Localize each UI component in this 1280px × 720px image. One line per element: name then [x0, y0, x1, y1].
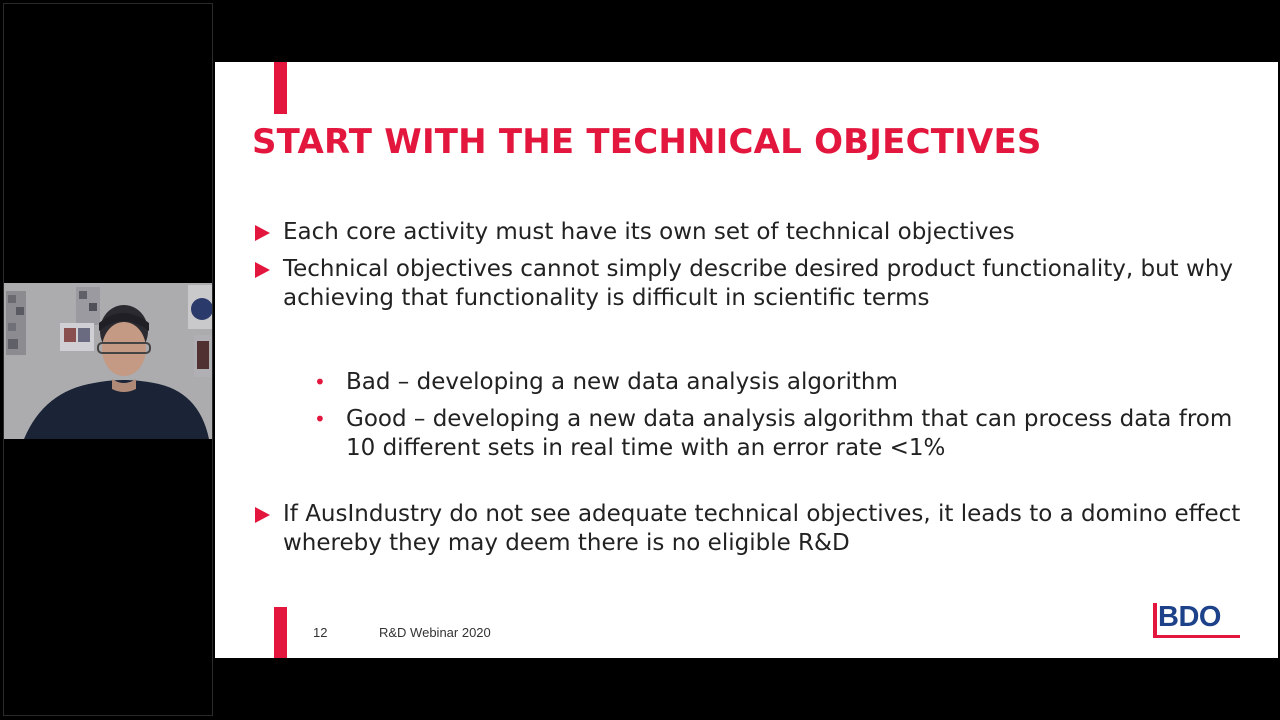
bullet-list [252, 218, 1252, 566]
triangle-right-icon [255, 262, 270, 278]
presentation-slide [215, 62, 1278, 658]
logo-underline [1153, 635, 1240, 638]
slide-page-number: 12 [313, 625, 328, 640]
triangle-right-icon [255, 225, 270, 241]
sub-bullet-text: Good – developing a new data analysis algorithm that can process data from 10 different sets in real time with an error rate <1% [346, 406, 1233, 461]
slide-accent-bar-top [274, 62, 287, 114]
logo-text: BDO [1158, 601, 1221, 633]
speaker-webcam-image [4, 283, 212, 439]
participant-video-panel [3, 3, 213, 716]
bdo-logo [1153, 603, 1243, 641]
bullet-item [252, 500, 1252, 558]
slide-accent-bar-bottom [274, 607, 287, 658]
triangle-right-icon [255, 507, 270, 523]
bullet-text: Technical objectives cannot simply describe desired product functionality, but why achieving that functionality is difficult in scientific terms [283, 256, 1234, 311]
dot-icon: • [314, 370, 326, 394]
sub-bullet-list [314, 368, 1252, 463]
sub-bullet-item [314, 405, 1252, 463]
slide-footer-title: R&D Webinar 2020 [379, 625, 491, 640]
bullet-text: If AusIndustry do not see adequate technical objectives, it leads to a domino effect whereby they may deem there is no eligible R&D [283, 501, 1241, 556]
slide-title: START WITH THE TECHNICAL OBJECTIVES [252, 122, 1042, 162]
bullet-item [252, 218, 1252, 247]
dot-icon: • [314, 407, 326, 431]
speaker-webcam-feed [4, 283, 212, 439]
sub-bullet-text: Bad – developing a new data analysis algorithm [346, 369, 898, 395]
bullet-item [252, 255, 1252, 463]
sub-bullet-item [314, 368, 1252, 397]
logo-bar [1153, 603, 1157, 637]
bullet-text: Each core activity must have its own set of technical objectives [283, 219, 1015, 245]
